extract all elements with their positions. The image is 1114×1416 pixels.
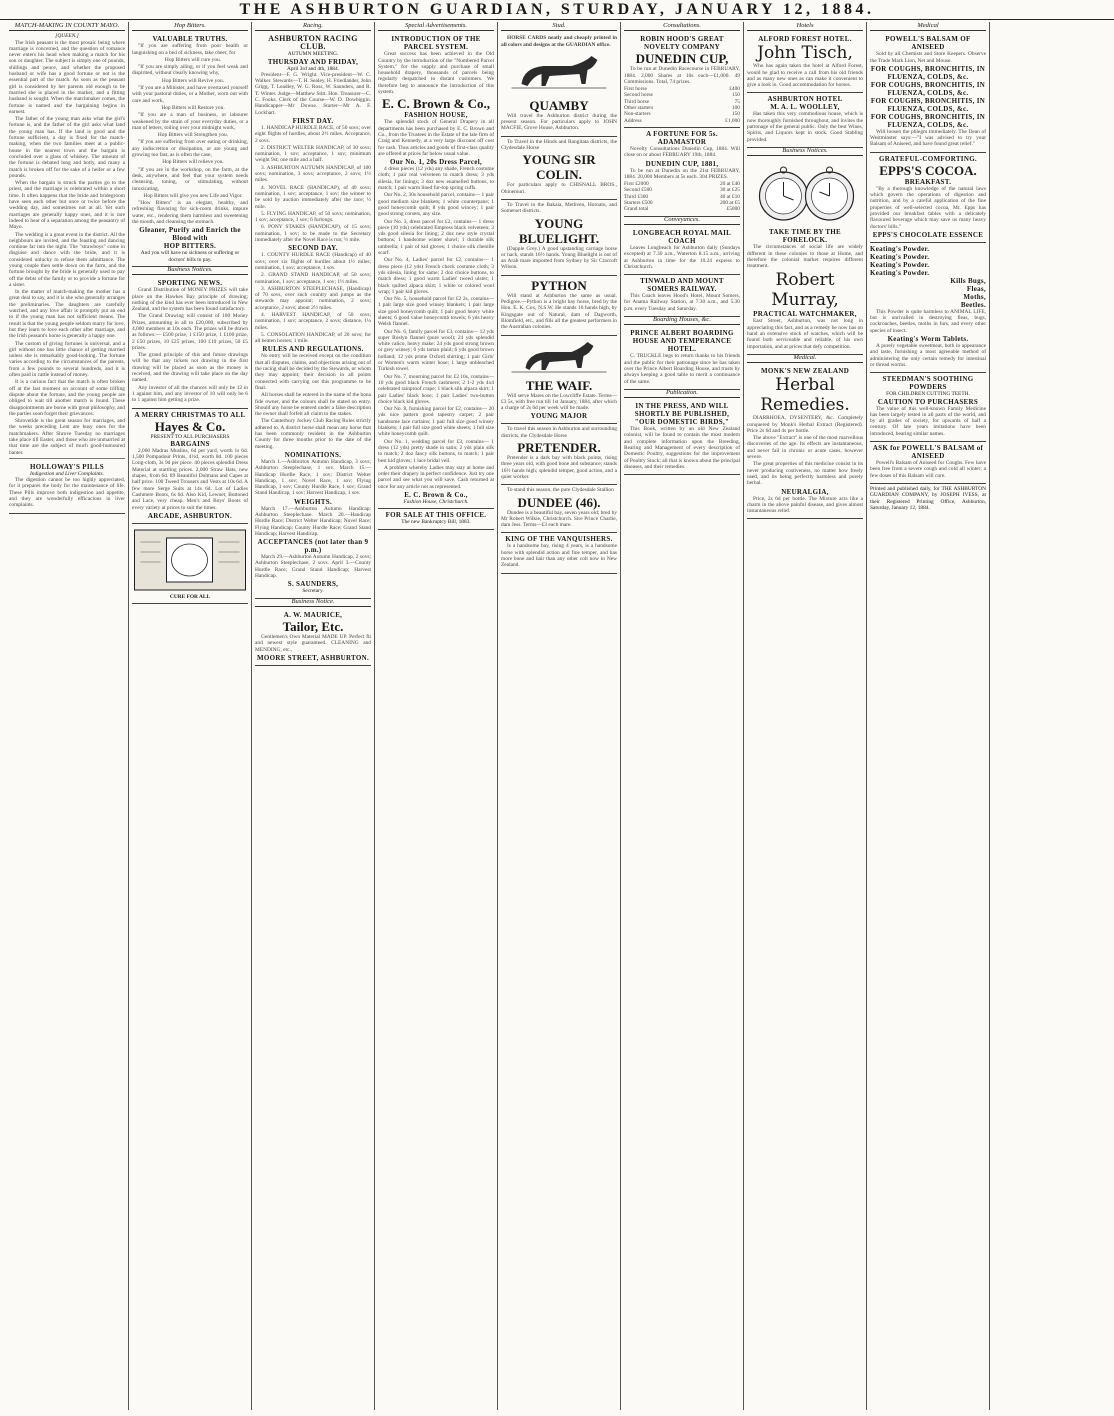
column-3 — [252, 22, 375, 1410]
maurice-tailor: Tailor, Etc. — [282, 618, 344, 634]
first-day: FIRST DAY. — [292, 116, 334, 125]
second-day: SECOND DAY. — [288, 244, 338, 253]
woolley-name: M. A. L. WOOLLEY, — [770, 103, 840, 112]
for-sale-ad — [378, 509, 494, 529]
newspaper-columns — [6, 22, 1110, 1410]
hayes-name: Hayes & Co. — [154, 418, 226, 434]
take-time: TAKE TIME BY THE FORELOCK. — [768, 228, 842, 245]
ashburton-hotel-title: ASHBURTON HOTEL — [767, 95, 843, 104]
column-heading: Special Advertisements. — [378, 23, 494, 31]
holloway-text: Indigestion and Liver Complaints. — [30, 470, 104, 477]
sporting-ad: SPORTING NEWS. Grand Distribution of MONEY PRIZES will take place on the Hawkes Bay principle of drawing; nothing of the kind has ever been introduced in New Zealand, and the system has been found satisfactory. The Grand Drawing will consist of 100 Money Prizes, amounting in all to £20,000, subscribed by 4,000 members at 10s each. The prizes will be drawn as follows:— £500 prize, 1 £150 prize, 1 £100 prize, 2 £50 prizes, 10 £25 prizes, 100 £10 prizes, 50 £5 prizes. The grand principle of this and future drawings will be that any tickets not drawing in the first drawing will be placed as soon as the money is received, and the drawing will take place on the day named. Any investor of all the chances will only be 12 in 1 against him, and any investor of 10 will only be 6 to 1 against him getting a prize. — [132, 277, 248, 408]
gleaner-tail: And you will have no sickness or suffering or doctors' bills to pay. — [140, 250, 240, 263]
kills-1: Kills Bugs, — [950, 276, 986, 285]
epps-chocolate: EPPS'S CHOCOLATE ESSENCE — [872, 230, 984, 239]
pill-box-illustration — [132, 528, 248, 592]
keating-4: Keating's Powder. — [870, 268, 930, 277]
hayes-sub: PRESENT TO ALL PURCHASERS — [150, 433, 230, 440]
fortune-title: A FORTUNE FOR 5s. — [646, 129, 718, 138]
brown-footer: Fashion House, Christchurch. — [403, 499, 469, 505]
column-1 — [6, 22, 129, 1410]
maurice-name: A. W. MAURICE, — [283, 610, 343, 619]
epps-ad: GRATEFUL-COMFORTING. EPPS'S COCOA. BREAKFAST. "By a thorough knowledge of the natural laws which govern the operations of digestion and nutrition, and by a careful application of the fine properties of well-selected cocoa, Mr. Epps has provided our breakfast tables with a delicately flavoured beverage which may save us many heavy doctors' bills." EPPS'S CHOCOLATE ESSENCE — [870, 153, 986, 243]
cough-3: FOR COUGHS, BRONCHITIS, IN FLUENZA, COLDS, &c. — [870, 96, 986, 113]
stallion-engraving — [501, 50, 617, 96]
arcade-title: ARCADE, ASHBURTON. — [147, 511, 233, 520]
bargains-title: BARGAINS — [170, 439, 210, 448]
longbeach-ad: LONGBEACH ROYAL MAIL COACH Leaves Longbeach for Ashburton daily (Sundays excepted) at 7.30 a.m., Waterton 8.15 a.m., arriving at Ashburton in time for the 10.24 express to Christchurch. — [624, 227, 740, 275]
monk-title: MONK'S NEW ZEALAND — [760, 367, 850, 376]
caution: CAUTION TO PURCHASERS — [877, 397, 979, 406]
watchmaker: PRACTICAL WATCHMAKER, — [753, 310, 857, 319]
hackney-engraving — [501, 340, 617, 376]
racing-club-title: ASHBURTON RACING CLUB. — [268, 34, 358, 52]
worm-tablets: Keating's Worm Tablets. — [887, 335, 969, 344]
secretary-name: S. SAUNDERS, — [287, 580, 339, 589]
quamby-title: QUAMBY — [529, 97, 589, 113]
pills-box-ad — [132, 524, 248, 604]
rules-title: RULES AND REGULATIONS. — [262, 345, 364, 354]
hayes-intro: A MERRY CHRISTMAS TO ALL — [134, 410, 246, 419]
business-heading: Business Notices. — [132, 267, 248, 275]
ask-powell-ad: ASK for POWELL'S BALSAM of ANISEED Powell's Balsam of Aniseed for Coughs. Few have been free from a severe cough and cold all winter; a few doses of this Balsam will cure. — [870, 442, 986, 484]
column-heading: Stud. — [501, 23, 617, 31]
sir-colin-ad: To Travel in the Hinds and Rangitata districts, the Clydesdale Horse YOUNG SIR COLIN. For particulars apply to CHISNALL BROS., Ohinemuri. — [501, 137, 617, 200]
meeting-days: THURSDAY AND FRIDAY, — [267, 57, 359, 66]
python-ad: PYTHON Will stand at Ashburton the same as usual. Pedigree.—Python is a bright bay horse, bred by the Hon. E. K. Cox, N.S.W. He stands 16 hands high, by Kingsgate out of Natural, dam of Dagworth, Blomfield, etc., and fills all the greatest performers in the Australian colonies. — [501, 276, 617, 336]
pretender-ad: To travel this season in Ashburton and surrounding districts, the Clydesdale Horse PRETENDER. Pretender is a dark bay with black points, rising three years old, with good bone and substance; stands 16½ hands high; splendid temper, good action, and a quiet worker. — [501, 424, 617, 485]
kills-4: Beetles. — [960, 300, 986, 309]
teething: FOR CHILDREN CUTTING TEETH. — [886, 391, 970, 398]
medical-heading: Medical. — [747, 355, 863, 363]
waif-title: THE WAIF. — [525, 377, 593, 393]
publication-heading: Publication. — [624, 390, 740, 398]
business-heading-7: Business Notices. — [747, 148, 863, 156]
waif-ad: THE WAIF. Will serve Mares on the Lowcliffe Estate. Terms—£3 5s, with free run till 1st January, 1884, after which a charge of 2s 6d per week will be made. YOUNG MAJOR — [501, 336, 617, 425]
pocket-watch-illustration — [747, 162, 863, 226]
keating-3: Keating's Powder. — [870, 260, 930, 269]
epps-cocoa: EPPS'S COCOA. — [879, 162, 977, 178]
breakfast: BREAKFAST. — [904, 177, 952, 186]
printed-by: Printed and published daily, for THE ASHBURTON GUARDIAN COMPANY, by JOSEPH IVESS, at their Registered Printing Office, Ashburton, Saturday, January 12, 1884. — [870, 485, 986, 511]
column-5 — [498, 22, 621, 1410]
herbal-title: Herbal Remedies. — [760, 375, 850, 416]
nominations-title: NOMINATIONS. — [284, 450, 342, 459]
press-ad: IN THE PRESS, AND WILL SHORTLY BE PUBLISHED, "OUR DOMESTIC BIRDS," This Book, written by an old New Zealand colonist, will be found to contain the most modern and complete information upon the Breeding, Rearing and Management of every description of Domestic Poultry, suggestions for the improvement of Poultry Stock; all that is known about the principal diseases, and their remedies. — [624, 400, 740, 475]
meeting: AUTUMN MEETING. — [287, 51, 339, 58]
neuralgia: NEURALGIA, — [781, 487, 829, 496]
fashion-house: FASHION HOUSE, — [404, 111, 468, 120]
pretender-title: PRETENDER. — [517, 440, 601, 456]
gleaner-line: Gleaner, Purify and Enrich the Blood with — [139, 226, 241, 243]
column-heading: Racing. — [255, 23, 371, 31]
tinwald-ad: TINWALD AND MOUNT SOMERS RAILWAY. This Coach leaves Hood's Hotel, Mount Somers, for Anama Railway Station, at 7.30 a.m., and 5.30 p.m. every Tuesday and Saturday. — [624, 275, 740, 317]
horse-cards-ad: HORSE CARDS neatly and cheaply printed in all colors and designs at the GUARDIAN office. QUAMBY Will travel the Ashburton district during the present season. For particulars apply to JOHN MACFIE, Grove House, Ashburton. — [501, 33, 617, 136]
column-heading: Consultations. — [624, 23, 740, 31]
ashburton-hotel-ad: ASHBURTON HOTEL M. A. L. WOOLLEY, Has taken this very commodious house, which is now thoroughly furnished throughout, and invites the patronage of the general public. Only the best Wines, Spirits, and Liquors kept in stock. Good Stabling provided. — [747, 93, 863, 147]
column-heading: Hotels — [747, 23, 863, 31]
watch-ad: TAKE TIME BY THE FORELOCK. The circumstances of social life are widely different in these colonies to those at Home, and therefore the colonial market requires different treatment. Robert Murray, PRACTICAL WATCHMAKER, East Street, Ashburton, was not long in appreciating this fact, and as a remedy he now has on hand an extensive stock of watches, which will be found both serviceable and reliable, of his own importation, and at prices that defy competition. — [747, 158, 863, 355]
holloway-ad: HOLLOWAY'S PILLS Indigestion and Liver Complaints. The digestion cannot be too highly appreciated, for it prepares the body for the maintenance of life. These Pills improve both indigestion and appetite, and they are wonderfully efficacious in liver complaints. — [9, 461, 125, 514]
king-title: KING OF THE VANQUISHERS. — [505, 535, 613, 544]
business-notice-heading: Business Notice. — [255, 599, 371, 607]
prince-albert-title: PRINCE ALBERT BOARDING HOUSE AND TEMPERANCE HOTEL. — [630, 329, 734, 354]
powell-ad: POWELL'S BALSAM OF ANISEED Sold by all Chemists and Store Keepers. Observe the Trade Mark Lion, Net and Mouse. FOR COUGHS, BRONCHITIS, IN FLUENZA, COLDS, &c. FOR COUGHS, BRONCHITIS, IN FLUENZA, COLDS, &c. FOR COUGHS, BRONCHITIS, IN FLUENZA, COLDS, &c. FOR COUGHS, BRONCHITIS, IN FLUENZA, COLDS, &c. Will loosen the phlegm immediately. The Dean of Westminster says:—"I was advised to try your Balsam of Aniseed, and have found great relief." — [870, 33, 986, 152]
robin-hood-title: ROBIN HOOD'S GREAT NOVELTY COMPANY — [640, 35, 724, 52]
cure-head: CURE FOR ALL — [169, 593, 211, 600]
bankruptcy-bill: The new Bankruptcy Bill, 1883. — [401, 519, 471, 526]
young-major: YOUNG MAJOR — [530, 412, 588, 421]
keatings-ad: Keating's Powder. Keating's Powder. Keating's Powder. Keating's Powder. Kills Bugs, Fleas, Moths, Beetles. This Powder is quite harmless to ANIMAL LIFE, but is unrivalled in destroying fleas, bugs, cockroaches, beetles, moths in furs, and every other species of insect. Keating's Worm Tablets. A purely vegetable sweetmeat, both in appearance and taste, furnishing a most agreeable method of administering the only certain remedy for intestinal or thread worms. — [870, 243, 986, 373]
for-sale-title: FOR SALE AT THIS OFFICE. — [385, 511, 487, 520]
holloway-title: HOLLOWAY'S PILLS — [30, 462, 104, 471]
parcel-intro: INTRODUCTION OF THE PARCEL SYSTEM. — [391, 35, 481, 52]
boarding-heading: Boarding Houses, &c. — [624, 317, 740, 325]
dundee-title: DUNDEE (46). — [517, 494, 601, 510]
young-bluelight: YOUNG BLUELIGHT. — [518, 215, 600, 246]
column-7 — [744, 22, 867, 1410]
keating-1: Keating's Powder. — [870, 244, 930, 253]
tinwald-title: TINWALD AND MOUNT SOMERS RAILWAY. — [640, 277, 724, 294]
cough-2: FOR COUGHS, BRONCHITIS, IN FLUENZA, COLDS, &c. — [870, 80, 986, 97]
young-sir-colin: YOUNG SIR COLIN. — [522, 152, 596, 183]
column-6 — [621, 22, 744, 1410]
adamastor-name: ADAMASTOR — [657, 137, 707, 146]
prince-albert-ad: PRINCE ALBERT BOARDING HOUSE AND TEMPERANCE HOTEL. C. TRUCKLE begs to return thanks to his friends and the public for their patronage since he has taken over the Prince Albert Boarding House, and trusts by always keeping a good table to merit a continuance of the same. — [624, 327, 740, 389]
conveyances-heading: Conveyances. — [624, 217, 740, 225]
cough-1: FOR COUGHS, BRONCHITIS, IN FLUENZA, COLDS, &c. — [870, 64, 986, 81]
hop-bitters-title: VALUABLE TRUTHS. — [152, 35, 228, 44]
masthead — [0, 0, 1114, 20]
parcel-no1: Our No. 1, 20s Dress Parcel, — [389, 158, 482, 167]
weights-title: WEIGHTS. — [294, 497, 332, 506]
alford-title: ALFORD FOREST HOTEL. — [758, 35, 852, 44]
dundee-ad: To stand this season, the pure Clydesdale Stallion DUNDEE (46). Dundee is a beautiful bay, seven years old; bred by Mr Robert Wilkie, Christchurch. Sire Prince Charlie, dam Jess. Terms—£3 each mare. — [501, 485, 617, 533]
secretary-title: Secretary. — [302, 588, 324, 595]
article-body: The Irish peasant is the most prosaic being where marriage is concerned, and the question of romance never enters his head when making a match for his son or daughter. The subject is simply one of pounds, shillings and pence, and whether the proposed husband or wife has a good fortune or not is the essential part of the match. As soon as the peasant girl is considered by her parents old enough to be married she is placed in the market, and a fitting husband is sought. When the matchmaker comes, the fortune is named and the bargaining begins in earnest. The father of the young man asks what the girl's fortune is, and the father of the girl asks what land the young man has. If the land is good and the fortune sufficient, a day is fixed for the match-making, when the two families meet at a public-house in the nearest town and the bargain is concluded over a glass of whiskey. The amount of the fortune is debated long and hotly, and many a match is broken off for the sake of a heifer or a few pounds. When the bargain is struck the parties go to the priest, and the marriage is celebrated within a short time. It often happens that the bride and bridegroom have seen each other but once or twice before the wedding day, and sometimes not at all. Yet such marriages are generally happy ones, and it is rare indeed to hear of a separation among the peasantry of Mayo. The wedding is a great event in the district. All the neighbours are invited, and the feasting and dancing continue far into the night. The "strawboys" come in disguise and dance with the bride, and it is considered unlucky to refuse them admittance. The young couple then settle down on the farm, and the fortune brought by the bride is generally used to pay off the debts of the family or to provide a fortune for a sister. In the matter of match-making the mother has a great deal to say, and it is she who generally arranges the preliminaries. The daughters are carefully watched, and any love affair is promptly put an end to if the young man has not sufficient means. The result is that the young people seldom marry for love, but they learn to love each other after marriage, and the Irish peasant's home is generally a happy one. The custom of giving fortunes is universal, and a girl without one has little chance of getting married unless she is remarkably good-looking. The fortune varies according to the circumstances of the parents, from a few pounds to several hundreds, and it is often paid in cattle instead of money. It is a curious fact that the match is often broken off at the last moment on account of some trifling dispute about the fortune, and the young people are obliged to wait till another match is found. These disappointments are borne with great philosophy, and the parties soon forget their grievances. Shrovetide is the great season for marriages, and the weeks preceding Lent are busy ones for the matchmakers. After Shrove Tuesday no marriages take place till Easter, and those who are unmarried at that time are the subject of much good-humoured banter. — [9, 39, 125, 456]
hop-bitters-body: "If you are suffering from poor health or languishing on a bed of sickness, take cheer, for Hop Bitters will cure you. "If you are simply ailing, or if you feel weak and dispirited, without clearly knowing why, Hop Bitters will Revive you. "If you are a Minister, and have overtaxed yourself with your pastoral duties, or a Mother, worn out with care and work, Hop Bitters will Restore you. "If you are a man of business, or labourer weakened by the strain of your everyday duties, or a man of letters, toiling over your midnight work, Hop Bitters will Strengthen you. "If you are suffering from over eating or drinking, any indiscretion or dissipation, or are young and growing too fast, as is often the case, Hop Bitters will relieve you. "If you are in the workshop, on the farm, at the desk, anywhere, and feel that your system needs cleansing, toning, or stimulating, without intoxicating, Hop Bitters will give you new Life and Vigor. "How Bitters" is an elegant, healthy, and refreshing flavoring for sick-room drinks, impure water, etc., rendering them harmless and sweetening the mouth, and cleansing the stomach. — [132, 43, 248, 226]
gleaner-hop: HOP BITTERS. — [163, 242, 217, 251]
alford-ad: ALFORD FOREST HOTEL. John Tisch, Who has again taken the hotel at Alford Forest, would be glad to receive a call from his old friends and as many new ones as can make it convenient to give a look in. Good accommodation for horses. — [747, 33, 863, 93]
column-4 — [375, 22, 498, 1410]
fortune-ad: A FORTUNE FOR 5s. ADAMASTOR Novelty Consultations Dunedin Cup, 1884. Will close on or about FEBRUARY 19th, 1884. DUNEDIN CUP, 1881, To be run at Dunedin on the 21st FEBRUARY, 1884. 20,000 Members at 5s each. 304 PRIZES. First £2000 20 at £40 Second £500 30 at £25 Third £300 40 at £10 Starters £500 200 at £5 Grand total £5000 — [624, 128, 740, 217]
article-source: [QUEEN.] — [55, 33, 79, 40]
imprint — [870, 484, 986, 514]
tisch-name: John Tisch, — [757, 43, 853, 64]
cough-4: FOR COUGHS, BRONCHITIS, IN FLUENZA, COLDS, &c. — [870, 112, 986, 129]
column-heading: MATCH-MAKING IN COUNTY MAYO. — [9, 23, 125, 31]
maurice-ad: A. W. MAURICE, Tailor, Etc. Gentlemen's Own Material MADE UP. Perfect fit and newest style guaranteed. CLEANING and MENDING, etc., MOORE STREET, ASHBURTON. — [255, 609, 371, 666]
king-ad: KING OF THE VANQUISHERS. Is a handsome bay, rising 4 years, is a handsome horse with splendid action and fine temper, and has more bone and hair than any other colt now in New Zealand. — [501, 533, 617, 573]
sporting-title: SPORTING NEWS. — [157, 279, 223, 288]
meeting-dates: April 3rd and 4th, 1884. — [286, 65, 340, 72]
longbeach-title: LONGBEACH ROYAL MAIL COACH — [632, 228, 732, 245]
monk-ad: MONK'S NEW ZEALAND Herbal Remedies. DIARRHOEA, DYSENTERY, &c. Completely conquered by Monk's Herbal Extract (Registered). Price 2s 6d and 4s per bottle. The above "Extract" is one of the most marvellous discoveries of the age. Its effects are instantaneous, and never fail in chronic or acute cases, however severe. The great properties of this medicine consist in its never producing costiveness, no matter how freely used, and its being perfectly harmless and purely herbal. NEURALGIA, Price, 2s 6d per bottle. The Mixture acts like a charm in the above painful disease, and gives almost instantaneous relief. — [747, 365, 863, 519]
maurice-address: MOORE STREET, ASHBURTON. — [256, 653, 370, 662]
hayes-ad: A MERRY CHRISTMAS TO ALL Hayes & Co. PRESENT TO ALL PURCHASERS BARGAINS 2,000 Madras Muslins, 6d per yard, worth 1s 6d. 1,500 Pompadour Prints, 4½d, worth 8d. 100 pieces Long-cloth, 3s 9d per piece. 40 pieces splendid Dress Material at startling prices. 2,000 Straw Hats, new shapes, from 6d. 89 Beautiful Dolmans and Capes at half price. 100 Tweed Trousers and Vests at 10s 6d. A few more Serge Suits at 14s 6d. Lot of Ladies Cashmere Boots, 6s 6d. Also Kid, Lewnet, Buttoned and Lace, very cheap. Men's and Boys' Boots of every variety at prices to suit the times. ARCADE, ASHBURTON. — [132, 409, 248, 524]
horse-cards-text: HORSE CARDS neatly and cheaply printed in all colors and designs at the GUARDIAN office. — [501, 35, 617, 48]
column-heading: Hop Bitters. — [132, 23, 248, 31]
kills-2: Fleas, — [966, 284, 986, 293]
steedman-ad: STEEDMAN'S SOOTHING POWDERS FOR CHILDREN CUTTING TEETH. CAUTION TO PURCHASERS The value of this well-known Family Medicine has been largely tested in all parts of the world, and by all grades of society, for upwards of half a century. Of late years imitations have been introduced, bearing similar names. — [870, 373, 986, 442]
brown-firm: E. C. Brown & Co., — [381, 96, 491, 112]
column-heading: Medical — [870, 23, 986, 31]
racing-club-ad: ASHBURTON RACING CLUB. AUTUMN MEETING. THURSDAY AND FRIDAY, April 3rd and 4th, 1884. President—F. G. Wright. Vice-president—W. C. Walker. Stewards—T. H. Sealey, H. Friedlander, John Grigg, T. Leadley, W. G. Ross, W. Saunders, and R. T. Winter. Judge—Matthew Stitt. Hon. Treasurer—C. C. Fooks. Clerk of the Course—W. D. Dowbiggin. Handicapper—Mr Dowse. Starter—Mr A. F. Lockhart. FIRST DAY. 1. HANDICAP HURDLE RACE, of 50 sovs; over eight flights of hurdles, about 2½ miles. Acceptance, 2 sovs. 2. DISTRICT WELTER HANDICAP, of 30 sovs; nomination, 1 sov; acceptance, 1 sov; minimum weight 9st; one mile and a half. 3. ASHBURTON AUTUMN HANDICAP, of 100 sovs; nomination, 3 sovs; acceptance, 2 sovs; 1½ miles. 4. NOVEL RACE (HANDICAP), of 40 sovs; nomination, 1 sov; acceptance, 1 sov; the winner to be sold by auction immediately after the race; ½ mile. 5. FLYING HANDICAP, of 50 sovs; nomination, 1 sov; acceptance, 1 sov; 6 furlongs. 6. PONY STAKES (HANDICAP), of 15 sovs; nomination, 1 sov; to be made to the Secretary immediately after the Novel Race is run; ½ mile. SECOND DAY. 1. COUNTY HURDLE RACE (Handicap) of 40 sovs; over six flights of hurdles about 1½ miles; nomination, 1 sov; acceptance, 1 sov. 2. GRAND STAND HANDICAP, of 50 sovs; nomination, 1 sov; acceptance, 1 sov; 1½ miles. 3. ASHBURTON STEEPLECHASE, (Handicap) of 70 sovs, over such country and jumps as the stewards may appoint; nomination, 2 sovs; acceptance, 2 sovs; about 2½ miles. 4. HARVEST HANDICAP, of 50 sovs; nomination, 1 sov; acceptance, 2 sovs; distance, 1¼ miles. 5. CONSOLATION HANDICAP, of 20 sovs; for all beaten horses; 1 mile. RULES AND REGULATIONS. No entry will be received except on the condition that all disputes, claims, and objections arising out of the racing shall be decided by the Stewards, or whom they may appoint; their decision in all points connected with carrying out this programme to be final. All horses shall be entered in the name of the bona fide owner, and the colours shall be stated on entry. Should any horse be entered under a false description the owner shall forfeit all claim to the stakes. The Canterbury Jockey Club Racing Rules strictly adhered to. A district horse shall mean any horse that has been commonly resident in the Ashburton County for three months prior to the date of the meeting. NOMINATIONS. March 1.—Ashburton Autumn Handicap, 3 sovs; Ashburton Steeplechase, 1 sov. March 15.—Handicap Hurdle Race, 1 sov; District Welter Handicap, 1 sov; Novel Race, 1 sov; Flying Handicap, 1 sov; County Hurdle Race, 1 sov; Grand Stand Handicap, 1 sov; Harvest Handicap, 1 sov. WEIGHTS. March 17.—Ashburton Autumn Handicap; Ashburton Steeplechase. March 20.—Handicap Hurdle Race; District Welter Handicap; Novel Race; Flying Handicap; County Hurdle Race; Grand Stand Handicap; Harvest Handicap. ACCEPTANCES (not later than 9 p.m.) March 29.—Ashburton Autumn Handicap, 2 sovs; Ashburton Steeplechase, 2 sovs. April 3.—County Hurdle Race; Grand Stand Handicap; Harvest Handicap. S. SAUNDERS, Secretary. — [255, 33, 371, 598]
kills-3: Moths, — [963, 292, 986, 301]
steedman-title: STEEDMAN'S SOOTHING POWDERS — [882, 375, 974, 392]
bluelight-ad: To Travel in the Bakaia, Methven, Horoatu, and Somerset districts. YOUNG BLUELIGHT. (Dapple Grey.) A good upstanding carriage horse or hack, stands 16½ hands. Young Bluelight is out of an Arab mare imported from Sydney by Sir Cracroft Wilson. — [501, 200, 617, 276]
dunedin-cup: DUNEDIN CUP, — [635, 51, 729, 67]
ask-powell: ASK for POWELL'S BALSAM of ANISEED — [872, 444, 984, 461]
acceptances-title: ACCEPTANCES (not later than 9 p.m.) — [257, 538, 369, 555]
column-2 — [129, 22, 252, 1410]
newspaper-title: THE ASHBURTON GUARDIAN, STURDAY, JANUARY 12, 1884. — [239, 1, 875, 18]
keating-2: Keating's Powder. — [870, 252, 930, 261]
brown-firm-2: E. C. Brown & Co., — [404, 491, 468, 499]
powell-title: POWELL'S BALSAM OF ANISEED — [885, 35, 971, 52]
press-title: IN THE PRESS, AND WILL SHORTLY BE PUBLISHED, "OUR DOMESTIC BIRDS," — [634, 402, 730, 427]
python-title: PYTHON — [531, 277, 587, 293]
parcel-system-ad: INTRODUCTION OF THE PARCEL SYSTEM. Great success has been achieved in the Old Country by the introduction of the "Numbered Parcel System," for the supply and purchase of small household drapery, thousands of parcels being regularly despatched to distant customers. We therefore beg to announce the introduction of this system. E. C. Brown & Co., FASHION HOUSE, The splendid stock of General Drapery in all departments has been purchased by E. C. Brown and Co., from the Trustees in the Estate of the late firm of Craig and Kennedy, at a very large discount off cost for cash. Thus articles and goods of first-class quality are offered at prices far below usual value. Our No. 1, 20s Dress Parcel, 4 dress pieces (12 yds) any shade, French costume cloth; 1 pair real velveteen to match dress; 3 yds silesia, for linings; 3 doz new enamelled buttons, to match; 1 pair warm lined fur-top spring cuffs. Our No. 2, 30s household parcel, contains— 1 pair good medium size blankets; 1 white counterpane; 1 good honeycomb quilt; 8 yds good wincey; 1 pair good strong corsets, any size. Our No. 3, dress parcel for £2, contains— 1 dress piece (10 yds) celebrated Empress black velveteen; 3 yds good silesia for lining; 2 doz new style crystal buttons; 1 handsome winter shawl; 1 durable silk umbrella; 1 pair of kid gloves; 1 choice silk chenille scarf. Our No. 4, Ladies' parcel for £2, contains— 1 dress piece (12 yds) French check costume cloth; 3 yds silesia, lining for same; 2 doz choice buttons, to match dress; 1 good warm Ladies' tweed ulster; 1 black quilted alpaca skirt; 1 white or colored wool wrap; 1 pair kid gloves. Our No. 5, household parcel for £2 2s, contains— 1 pair large size good winsey blankets; 1 pair large size good honeycomb quilt; 1 pair good heavy white sheets; 6 good value honeycomb towels; 6 yds heavy Welsh flannel. Our No. 6, family parcel for £3, contains— 12 yds super Roslyn flannel (pure wool); 24 yds splendid white calico, heavy make; 24 yds good strong brown or grey winsey; 6 yds tartan plaid; 6 yds good brown holland; 12 yds prime Oxford shirting; 1 pair Girls' or Women's warm winter hose; 1 large unbleached Turkish towel. Our No. 7, mourning parcel for £2 10s, contains— 10 yds good black French cashmere; 2 1-2 yds 4x4 celebrated rainproof crape; 1 black silk alpaca skirt; 1 pair Ladies' black hose; 1 pair Ladies' two-button choice black kid gloves. Our No. 8, furnishing parcel for £2, contains— 20 yds nice pattern good tapestry carpet; 2 pair handsome lace curtains; 1 pair full size good winsey blankets; 1 pair full size good white sheets; 1 full size white honeycomb quilt. Our No. 1, wedding parcel for £3, contains— 1 dress (12 yds) pretty shade in satin; 2 yds plain silk to match; 2 doz fancy silk buttons, to match; 1 pair best kid gloves; 1 lace bridal veil. A problem whereby Ladies may stay at home and order their drapery in perfect confidence. Just try one parcel and see what you will save. Cash returned at once for any article not as represented. E. C. Brown & Co., Fashion House, Christchurch. — [378, 33, 494, 509]
hop-bitters-ad — [132, 33, 248, 267]
robin-hood-ad: ROBIN HOOD'S GREAT NOVELTY COMPANY DUNEDIN CUP, To be run at Dunedin Racecourse in FEBRUARY, 1884. 2,000 Shares at 10s each—£1,000. 49 Commissions. Total, 74 prizes. First horse £400 Second horse 150 Third horse 75 Other starters 100 Non-starters 150 Address £1,000 — [624, 33, 740, 128]
murray-name: Robert Murray, — [771, 270, 839, 311]
column-8 — [867, 22, 990, 1410]
grateful: GRATEFUL-COMFORTING. — [879, 154, 977, 163]
dunedin-1881: DUNEDIN CUP, 1881, — [645, 159, 719, 168]
